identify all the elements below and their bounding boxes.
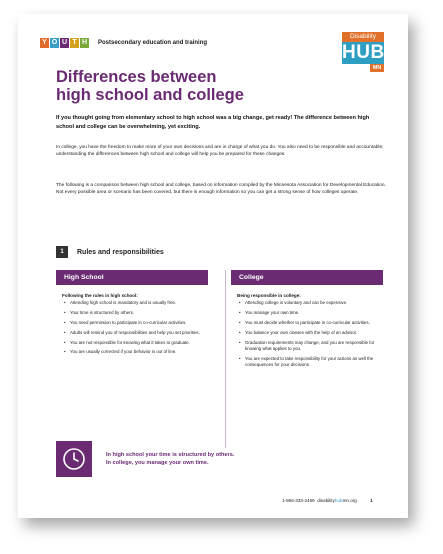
list-item: • Graduation requirements may change, and you are responsible for knowing what applies to you.: [245, 340, 383, 353]
college-heading: College: [231, 270, 383, 285]
college-intro: Being responsible in college:: [237, 293, 301, 298]
list-item: • You are not responsible for knowing what it takes to graduate.: [70, 340, 208, 346]
footer-site[interactable]: [317, 498, 357, 503]
youth-letter: O: [51, 39, 58, 46]
list-item: • Attending college is voluntary and can be expensive.: [245, 300, 383, 306]
footer-phone: 1-866-333-2466: [282, 498, 315, 503]
list-item: • Adults will remind you of responsibilities and help you set priorities.: [70, 330, 208, 336]
college-list: [231, 300, 383, 368]
site-part: hub: [334, 498, 343, 503]
list-item: • You balance your own classes with the help of an advisor.: [245, 330, 383, 336]
list-item: • You must decide whether to participate in co-curricular activities.: [245, 320, 383, 326]
footer: [282, 498, 373, 503]
youth-letter: T: [70, 38, 79, 48]
disability-hub-logo: [342, 32, 384, 72]
youth-letter: H: [81, 39, 88, 46]
callout: [56, 441, 236, 477]
college-column: [231, 270, 383, 372]
column-divider: [225, 270, 226, 448]
youth-letter: Y: [40, 38, 49, 48]
list-item: • Your time is structured by others.: [70, 310, 208, 316]
logo-main: HUB: [342, 42, 385, 63]
high-school-column: [56, 270, 208, 359]
title-line: Differences between: [56, 68, 217, 86]
section-number: 1: [56, 246, 68, 258]
logo-top: Disability: [342, 32, 384, 42]
youth-logo: [40, 38, 90, 48]
list-item: • You manage your own time.: [245, 310, 383, 316]
document-page: [18, 14, 408, 518]
site-part: disability: [317, 498, 335, 503]
lead-paragraph: If you thought going from elementary school to high school was a big change, get ready! The difference between high school and college can be overwhelming, yet exciting.: [56, 115, 370, 130]
high-school-heading: High School: [56, 270, 208, 285]
comparison-paragraph: The following is a comparison between high school and college, based on information compiled by the Minnesota Association for Developmental Education. Not every possible area or scenario has been covered, but there is enough information so you can get a strong sense of how colleges operate.: [56, 183, 386, 196]
page-number: 1: [370, 498, 373, 503]
youth-letter: U: [61, 39, 68, 46]
title-line: high school and college: [56, 86, 244, 104]
list-item: • You are expected to take responsibility for your actions as well the consequences for your decisions.: [245, 356, 383, 369]
clock-icon: [56, 441, 92, 477]
intro-paragraph: In college, you have the freedom to make more of your own decisions and are in charge of what you do. You also need to be responsible and accountable; understanding the differences between high school and college will help you be prepared for these changes.: [56, 145, 384, 158]
header: [40, 38, 207, 48]
section-label: Rules and responsibilities: [77, 248, 164, 256]
high-school-list: [56, 300, 208, 356]
list-item: • You need permission to participate in co-curricular activities.: [70, 320, 208, 326]
page-title: [56, 68, 296, 104]
callout-text: In high school your time is structured by others. In college, you manage your own time.: [106, 451, 235, 466]
site-part: mn.org: [342, 498, 357, 503]
list-item: • You are usually corrected if your behavior is out of line.: [70, 349, 208, 355]
section-heading: [56, 246, 164, 258]
high-school-intro: Following the rules in high school:: [62, 293, 138, 298]
logo-sub: MN: [370, 64, 384, 72]
program-title: Postsecondary education and training: [98, 40, 208, 46]
list-item: • Attending high school is mandatory and is usually free.: [70, 300, 208, 306]
